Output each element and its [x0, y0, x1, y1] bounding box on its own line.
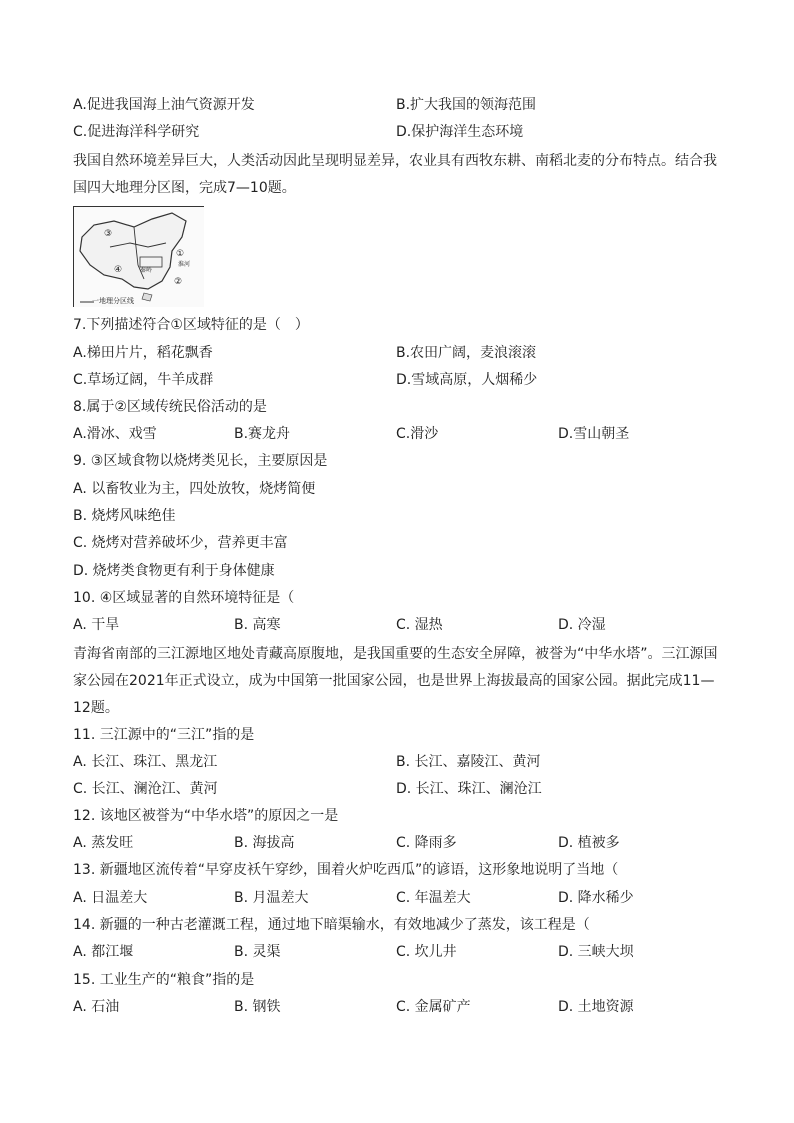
map-region-3-label: ③ — [104, 229, 113, 239]
q14-option-d: D. 三峡大坝 — [558, 944, 634, 960]
q9-option-b: B. 烧烤风味绝佳 — [73, 508, 176, 524]
q13-option-b: B. 月温差大 — [234, 890, 309, 906]
q10-stem: 10. ④区域显著的自然环境特征是（ — [73, 590, 295, 606]
q6-option-a: A.促进我国海上油气资源开发 — [73, 97, 255, 113]
q7-option-d: D.雪域高原，人烟稀少 — [396, 372, 538, 388]
china-four-regions-map — [73, 206, 204, 307]
q10-option-a: A. 干旱 — [73, 617, 120, 633]
q15-option-a: A. 石油 — [73, 999, 120, 1015]
map-region-2-label: ② — [174, 277, 183, 287]
q7-option-c: C.草场辽阔，牛羊成群 — [73, 372, 214, 388]
q13-option-d: D. 降水稀少 — [558, 890, 634, 906]
q12-option-c: C. 降雨多 — [396, 835, 457, 851]
map-label-qinling: 秦岭 — [140, 267, 153, 274]
intro-7-10: 我国自然环境差异巨大，人类活动因此呈现明显差异，农业具有西牧东耕、南稻北麦的分布特点。结合我国四大地理分区图，完成7—10题。 — [73, 153, 717, 196]
map-region-4-label: ④ — [114, 265, 123, 275]
q10-option-d: D. 冷湿 — [558, 617, 606, 633]
q9-option-d: D. 烧烤类食物更有利于身体健康 — [73, 563, 275, 579]
q14-option-b: B. 灵渠 — [234, 944, 281, 960]
q13-stem: 13. 新疆地区流传着“早穿皮袄午穿纱，围着火炉吃西瓜”的谚语，这形象地说明了当地（ — [73, 862, 619, 878]
q7-stem: 7.下列描述符合①区域特征的是（ ） — [73, 317, 309, 333]
q10-option-c: C. 湿热 — [396, 617, 443, 633]
q14-option-c: C. 坎儿井 — [396, 944, 457, 960]
q11-option-b: B. 长江、嘉陵江、黄河 — [396, 754, 541, 770]
q14-stem: 14. 新疆的一种古老灌溉工程，通过地下暗渠输水，有效地减少了蒸发，该工程是（ — [73, 917, 590, 933]
q11-option-a: A. 长江、珠江、黑龙江 — [73, 754, 218, 770]
q15-option-b: B. 钢铁 — [234, 999, 281, 1015]
q8-option-b: B.赛龙舟 — [234, 426, 291, 442]
q10-option-b: B. 高寒 — [234, 617, 281, 633]
q12-option-b: B. 海拔高 — [234, 835, 295, 851]
q12-stem: 12. 该地区被誉为“中华水塔”的原因之一是 — [73, 808, 339, 824]
q9-option-a: A. 以畜牧业为主，四处放牧，烧烤简便 — [73, 481, 316, 497]
q8-stem: 8.属于②区域传统民俗活动的是 — [73, 399, 267, 415]
q11-stem: 11. 三江源中的“三江”指的是 — [73, 727, 255, 743]
q9-option-c: C. 烧烤对营养破坏少，营养更丰富 — [73, 535, 288, 551]
q6-option-d: D.保护海洋生态环境 — [396, 124, 524, 140]
map-label-huaihe: 淮河 — [178, 261, 191, 268]
q14-option-a: A. 都江堰 — [73, 944, 134, 960]
q13-option-c: C. 年温差大 — [396, 890, 471, 906]
q15-option-d: D. 土地资源 — [558, 999, 634, 1015]
map-legend: 一地理分区线 — [92, 297, 134, 305]
q13-option-a: A. 日温差大 — [73, 890, 148, 906]
q7-option-a: A.梯田片片，稻花飘香 — [73, 345, 213, 361]
map-region-1-label: ① — [176, 249, 185, 259]
map-graphic — [74, 207, 204, 307]
q15-option-c: C. 金属矿产 — [396, 999, 471, 1015]
q8-option-d: D.雪山朝圣 — [558, 426, 630, 442]
q8-option-a: A.滑冰、戏雪 — [73, 426, 157, 442]
q7-option-b: B.农田广阔，麦浪滚滚 — [396, 345, 537, 361]
q11-option-c: C. 长江、澜沧江、黄河 — [73, 781, 218, 797]
q6-option-b: B.扩大我国的领海范围 — [396, 97, 537, 113]
q8-option-c: C.滑沙 — [396, 426, 439, 442]
q11-option-d: D. 长江、珠江、澜沧江 — [396, 781, 542, 797]
q12-option-d: D. 植被多 — [558, 835, 620, 851]
intro-11-12: 青海省南部的三江源地区地处青藏高原腹地，是我国重要的生态安全屏障，被誉为“中华水塔”。三江源国家公园在2021年正式设立，成为中国第一批国家公园，也是世界上海拔最高的国家公园。据此完成11—12题。 — [73, 646, 718, 716]
q6-option-c: C.促进海洋科学研究 — [73, 124, 200, 140]
q15-stem: 15. 工业生产的“粮食”指的是 — [73, 972, 255, 988]
q12-option-a: A. 蒸发旺 — [73, 835, 134, 851]
q9-stem: 9. ③区域食物以烧烤类见长，主要原因是 — [73, 453, 328, 469]
